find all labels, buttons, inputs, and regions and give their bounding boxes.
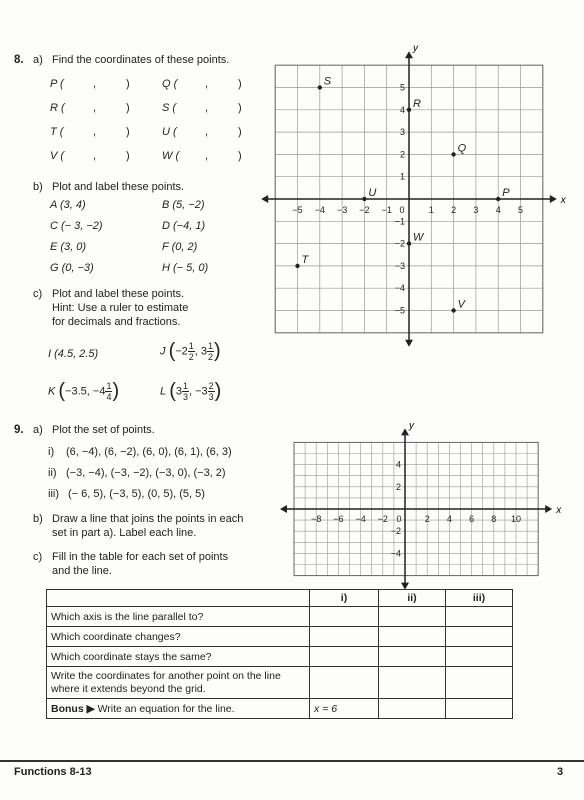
blank-point-label: S ( [162,102,177,114]
plot-point-item: C (− 3, −2) [50,220,103,232]
answer-cell[interactable] [310,667,379,699]
answer-cell[interactable] [310,607,379,627]
answer-cell[interactable] [379,607,446,627]
table-row-bonus [47,699,513,719]
footer-divider [0,760,584,762]
point-l-sep: , −3 [189,385,208,398]
blank-point-label: R ( [50,102,65,114]
y-tick-label: 2 [399,149,405,160]
point-l-whole-a: 3 [175,385,182,398]
blank-point-close: ) [238,78,242,90]
point-label: W [413,231,424,244]
point-j-whole-a: −2 [175,345,188,358]
plot-point-item: A (3, 4) [50,199,86,211]
point-j-label: J [160,345,166,358]
y-axis-label: y [409,420,414,432]
q9-answer-table [46,589,513,719]
y-axis-label: y [413,43,418,55]
answer-cell[interactable] [446,699,513,719]
x-tick-label: 5 [517,205,524,215]
x-tick-label: −6 [333,514,344,524]
blank-point-comma: , [205,126,209,138]
answer-cell[interactable] [446,627,513,647]
point-set-label: i) [48,446,55,458]
y-tick-label: 3 [399,127,405,138]
point-k: K (−3.5, −4 $\frac{1}{4}$ ) [48,380,120,402]
q8c-hint: Hint: Use a ruler to estimate [52,302,189,314]
point-label: T [301,253,309,266]
blank-point-label: P ( [50,78,64,90]
point-label: S [323,75,332,88]
x-tick-label: 4 [495,205,501,215]
point-label: Q [457,142,467,155]
q9b-instruction: Draw a line that joins the points in each [52,513,244,525]
q8a-instruction: Find the coordinates of these points. [52,54,230,66]
point-l-label: L [160,385,167,398]
blank-point-label: Q ( [162,78,178,90]
x-tick-label: −4 [314,205,325,215]
q9b-instruction-cont: set in part a). Label each line. [52,527,197,539]
answer-cell[interactable] [446,607,513,627]
q8c-label: c) [33,288,43,300]
y-tick-label: −3 [394,260,405,271]
table-header-ii: ii) [379,590,446,607]
answer-cell[interactable] [446,647,513,667]
blank-point-comma: , [93,150,97,162]
bonus-answer-i[interactable]: x = 6 [310,699,379,719]
blank-point-close: ) [238,126,242,138]
x-tick-label: −1 [381,205,392,215]
blank-point-close: ) [126,78,130,90]
plot-point-item: F (0, 2) [162,241,198,253]
blank-point-comma: , [205,102,209,114]
table-header-i: i) [310,590,379,607]
y-tick-label: −4 [390,548,401,559]
x-axis-arrow-right [545,505,552,513]
table-header-row [47,590,513,607]
table-row [47,667,513,699]
x-tick-label: −8 [311,514,322,524]
footer-title: Functions 8-13 [14,766,92,778]
table-row [47,607,513,627]
question-8-number: 8. [14,54,24,66]
q8c-instruction: Plot and label these points. [52,288,185,300]
bonus-question [47,699,310,719]
point-k-frac: $\frac{1}{4}$ [106,381,112,402]
plot-point-item: D (−4, 1) [162,220,206,232]
y-tick-label: −5 [394,305,405,316]
y-tick-label: −2 [394,238,405,249]
x-tick-label: −2 [359,205,370,215]
point-set-label: ii) [48,467,57,479]
point-set-label: iii) [48,488,59,500]
answer-cell[interactable] [379,699,446,719]
point-j: J (−2 $\frac{1}{2}$ , 3 $\frac{1}{2}$ ) [160,340,221,362]
point-label: U [368,187,377,199]
blank-point-comma: , [93,126,97,138]
table-header-blank [47,590,310,607]
blank-point-label: V ( [50,150,65,162]
row-question: Which axis is the line parallel to? [47,607,310,627]
x-tick-label: 1 [428,205,434,215]
point-l: L (3 $\frac{1}{3}$ , −3 $\frac{2}{3}$ ) [160,380,222,402]
plot-point-item: G (0, −3) [50,262,94,274]
q9a-label: a) [33,424,43,436]
plot-point-item: B (5, −2) [162,199,205,211]
blank-point-comma: , [93,102,97,114]
point-label: R [413,97,421,110]
answer-cell[interactable] [379,647,446,667]
x-tick-label: 4 [446,514,452,524]
row-question: Which coordinate stays the same? [47,647,310,667]
y-tick-label: 1 [399,171,405,182]
blank-point-close: ) [238,102,242,114]
blank-point-close: ) [126,150,130,162]
point-l-frac-a: $\frac{1}{3}$ [182,381,188,402]
point-j-sep: , 3 [194,345,208,358]
page-number: 3 [557,766,564,778]
table-header-iii: iii) [446,590,513,607]
y-tick-label: 4 [395,459,401,470]
x-tick-label: −4 [355,514,366,524]
x-tick-label: 6 [469,514,475,524]
row-question: Write the coordinates for another point on the line where it extends beyond the grid. [47,667,310,699]
y-tick-label: 4 [399,104,405,115]
blank-point-comma: , [205,150,209,162]
blank-point-label: U ( [162,126,177,138]
x-tick-label: 0 [396,514,402,524]
point-j-frac-b: $\frac{1}{2}$ [208,341,214,362]
q8b-label: b) [33,181,43,193]
point-k-coords: −3.5, −4 [65,385,106,398]
x-tick-label: 2 [424,514,430,524]
point-k-label: K [48,385,56,398]
blank-point-label: T ( [50,126,64,138]
x-axis-arrow-left [280,505,287,513]
table-row [47,647,513,667]
blank-point-close: ) [238,150,242,162]
x-tick-label: −2 [377,514,388,524]
x-tick-label: 8 [491,514,497,524]
q9a-instruction: Plot the set of points. [52,424,155,436]
blank-point-label: W ( [162,150,180,162]
y-tick-label: 5 [399,82,405,93]
answer-cell[interactable] [446,667,513,699]
x-tick-label: −5 [292,205,303,215]
answer-cell[interactable] [379,627,446,647]
blank-point-comma: , [93,78,97,90]
q9c-instruction-cont: and the line. [52,565,112,577]
point-i: I (4.5, 2.5) [48,348,99,360]
bonus-label: Bonus ▶ [51,702,95,715]
table-row [47,627,513,647]
y-tick-label: −1 [394,216,405,227]
point-set-coords: (6, −4), (6, −2), (6, 0), (6, 1), (6, 3) [66,446,232,458]
y-tick-label: −4 [394,283,405,294]
point-set-coords: (− 6, 5), (−3, 5), (0, 5), (5, 5) [68,488,205,500]
q8c-hint-cont: for decimals and fractions. [52,316,181,328]
blank-point-close: ) [126,126,130,138]
x-tick-label: 3 [473,205,479,215]
x-axis-label: x [560,195,566,206]
q8a-label: a) [33,54,43,66]
x-tick-label: −3 [336,205,348,215]
q9c-instruction: Fill in the table for each set of points [52,551,229,563]
answer-cell[interactable] [310,647,379,667]
plot-point-item: E (3, 0) [50,241,87,253]
plot-point-item: H (− 5, 0) [162,262,209,274]
point-j-frac-a: $\frac{1}{2}$ [188,341,194,362]
x-tick-label: 0 [399,205,405,215]
answer-cell[interactable] [310,627,379,647]
blank-point-comma: , [205,78,209,90]
point-label: P [502,187,510,199]
blank-point-close: ) [126,102,130,114]
q8b-instruction: Plot and label these points. [52,181,185,193]
bonus-text: Write an equation for the line. [97,702,235,715]
point-l-frac-b: $\frac{2}{3}$ [208,381,214,402]
x-tick-label: 2 [451,205,457,215]
x-axis-label: x [556,505,562,516]
q9b-label: b) [33,513,43,525]
q9c-label: c) [33,551,43,563]
point-set-coords: (−3, −4), (−3, −2), (−3, 0), (−3, 2) [66,467,226,479]
y-axis-arrow-up [401,428,409,435]
y-tick-label: 2 [395,481,401,492]
point-label: V [457,298,465,311]
y-tick-label: −2 [390,526,401,537]
question-9-number: 9. [14,424,24,436]
answer-cell[interactable] [379,667,446,699]
row-question: Which coordinate changes? [47,627,310,647]
x-tick-label: 10 [510,514,522,524]
